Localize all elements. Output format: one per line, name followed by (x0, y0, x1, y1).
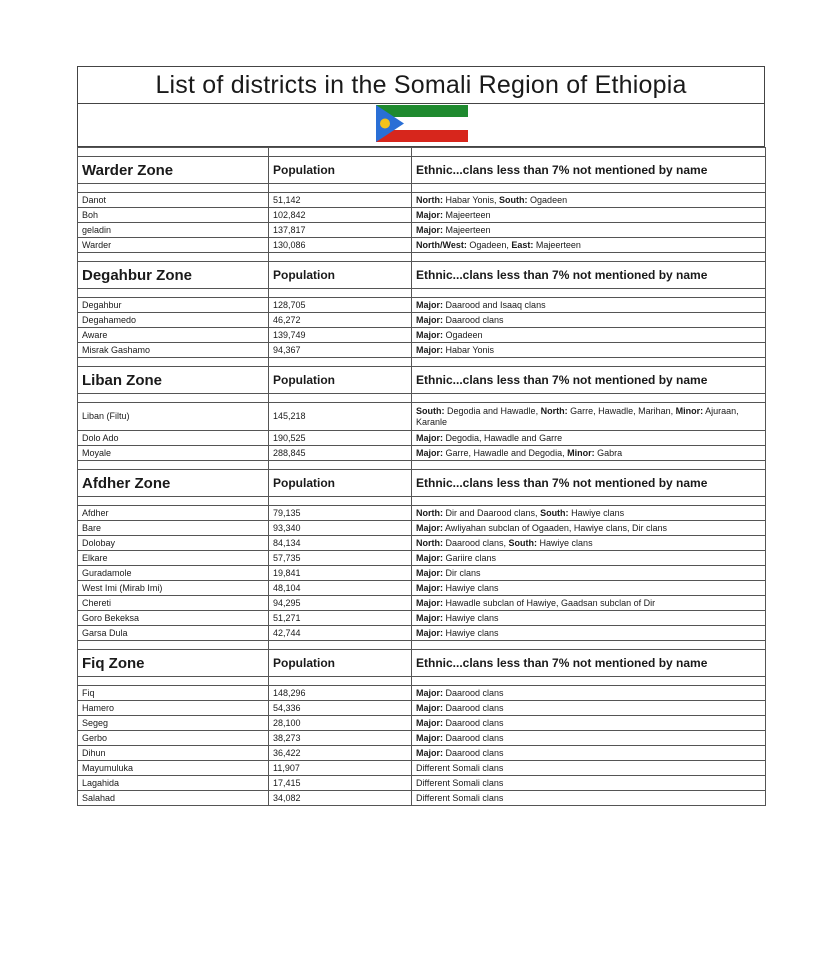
spacer-cell (412, 677, 766, 686)
zone-name: Degahbur Zone (78, 262, 269, 289)
district-name: Elkare (78, 551, 269, 566)
table-row (78, 551, 766, 566)
clan-text: Different Somali clans (416, 762, 504, 773)
spacer-cell (412, 461, 766, 470)
district-name: Dolobay (78, 536, 269, 551)
ethnic-clans (412, 761, 766, 776)
clan-label: North: (416, 194, 443, 205)
table-row (78, 626, 766, 641)
spacer-row (78, 677, 766, 686)
spacer-cell (269, 677, 412, 686)
ethnic-clans (412, 431, 766, 446)
clan-text: Dir and Daarood clans, (443, 507, 541, 518)
table-row (78, 431, 766, 446)
clan-text: Habar Yonis (443, 344, 495, 355)
population-value: 51,142 (269, 193, 412, 208)
clan-text: Hawiye clans (443, 627, 499, 638)
population-value: 145,218 (269, 403, 412, 431)
ethnic-clans (412, 343, 766, 358)
table-row (78, 611, 766, 626)
clan-text: Daarood clans (443, 314, 504, 325)
clan-text: Awliyahan subclan of Ogaaden, Hawiye clans, Dir clans (443, 522, 667, 533)
document (77, 66, 765, 806)
ethnic-clans (412, 731, 766, 746)
population-value: 17,415 (269, 776, 412, 791)
district-name: Segeg (78, 716, 269, 731)
spacer-cell (412, 289, 766, 298)
spacer-cell (78, 677, 269, 686)
spacer-cell (269, 289, 412, 298)
zone-header-row (78, 262, 766, 289)
table-row (78, 328, 766, 343)
ethnic-clans (412, 776, 766, 791)
ethnic-clans (412, 701, 766, 716)
ethnic-header: Ethnic...clans less than 7% not mentioned by name (412, 157, 766, 184)
clan-label: Major: (416, 732, 443, 743)
zone-name: Afdher Zone (78, 470, 269, 497)
table-row (78, 446, 766, 461)
clan-text: Daarood clans (443, 717, 504, 728)
population-value: 94,295 (269, 596, 412, 611)
spacer-cell (412, 253, 766, 262)
clan-text: Daarood and Isaaq clans (443, 299, 546, 310)
ethnic-header: Ethnic...clans less than 7% not mentioned by name (412, 650, 766, 677)
population-value: 34,082 (269, 791, 412, 806)
clan-text: Ogadeen (443, 329, 483, 340)
ethnic-clans (412, 298, 766, 313)
clan-label: Major: (416, 597, 443, 608)
table-row (78, 238, 766, 253)
clan-label: Major: (416, 209, 443, 220)
population-header: Population (269, 367, 412, 394)
spacer-row (78, 184, 766, 193)
clan-text: Gariire clans (443, 552, 497, 563)
population-value: 84,134 (269, 536, 412, 551)
table-row (78, 223, 766, 238)
clan-text: Majeerteen (443, 224, 491, 235)
ethnic-header: Ethnic...clans less than 7% not mentioned by name (412, 470, 766, 497)
clan-text: Daarood clans, (443, 537, 509, 548)
ethnic-clans (412, 536, 766, 551)
spacer-row (78, 461, 766, 470)
ethnic-clans (412, 506, 766, 521)
spacer-cell (412, 358, 766, 367)
table-row (78, 776, 766, 791)
clan-label: North/West: (416, 239, 467, 250)
table-row (78, 746, 766, 761)
ethnic-clans (412, 403, 766, 431)
ethnic-clans (412, 746, 766, 761)
clan-label: Major: (416, 314, 443, 325)
population-value: 48,104 (269, 581, 412, 596)
spacer-cell (78, 184, 269, 193)
ethnic-clans (412, 446, 766, 461)
clan-label: Major: (416, 299, 443, 310)
spacer-cell (78, 641, 269, 650)
population-value: 51,271 (269, 611, 412, 626)
district-name: Garsa Dula (78, 626, 269, 641)
population-value: 28,100 (269, 716, 412, 731)
population-header: Population (269, 650, 412, 677)
spacer-row (78, 497, 766, 506)
district-name: Dolo Ado (78, 431, 269, 446)
spacer-cell (78, 497, 269, 506)
zone-name: Liban Zone (78, 367, 269, 394)
spacer-cell (78, 253, 269, 262)
clan-text: Ogadeen (527, 194, 568, 205)
population-value: 54,336 (269, 701, 412, 716)
table-row (78, 506, 766, 521)
spacer-cell (412, 641, 766, 650)
spacer-cell (78, 148, 269, 157)
clan-label: East: (511, 239, 534, 250)
table-row (78, 193, 766, 208)
district-name: Dihun (78, 746, 269, 761)
ethnic-clans (412, 223, 766, 238)
district-name: Warder (78, 238, 269, 253)
table-row (78, 581, 766, 596)
ethnic-header: Ethnic...clans less than 7% not mentioned by name (412, 262, 766, 289)
table-row (78, 596, 766, 611)
clan-label: Major: (416, 717, 443, 728)
district-name: Aware (78, 328, 269, 343)
population-header: Population (269, 262, 412, 289)
population-value: 36,422 (269, 746, 412, 761)
population-header: Population (269, 157, 412, 184)
clan-text: Different Somali clans (416, 792, 504, 803)
population-value: 19,841 (269, 566, 412, 581)
district-name: Mayumuluka (78, 761, 269, 776)
district-name: Guradamole (78, 566, 269, 581)
district-name: Boh (78, 208, 269, 223)
spacer-cell (269, 394, 412, 403)
clan-label: Major: (416, 329, 443, 340)
ethnic-clans (412, 208, 766, 223)
clan-label: Major: (416, 447, 443, 458)
clan-label: Major: (416, 612, 443, 623)
clan-label: Major: (416, 552, 443, 563)
ethnic-clans (412, 596, 766, 611)
population-value: 102,842 (269, 208, 412, 223)
table-row (78, 536, 766, 551)
population-value: 57,735 (269, 551, 412, 566)
clan-text: Dir clans (443, 567, 481, 578)
spacer-cell (269, 184, 412, 193)
spacer-row (78, 253, 766, 262)
population-value: 128,705 (269, 298, 412, 313)
clan-label: South: (499, 194, 528, 205)
population-value: 42,744 (269, 626, 412, 641)
clan-label: Major: (416, 522, 443, 533)
zone-header-row (78, 157, 766, 184)
clan-text: Hawadle subclan of Hawiye, Gaadsan subclan of Dir (443, 597, 656, 608)
spacer-cell (78, 358, 269, 367)
district-name: Moyale (78, 446, 269, 461)
clan-label: Major: (416, 702, 443, 713)
clan-label: North: (416, 507, 443, 518)
clan-label: South: (508, 537, 538, 548)
zone-header-row (78, 470, 766, 497)
document-title: List of districts in the Somali Region of Ethiopia (77, 66, 765, 104)
clan-label: Major: (416, 747, 443, 758)
table-row (78, 761, 766, 776)
clan-label: Major: (416, 224, 443, 235)
table-row (78, 208, 766, 223)
spacer-cell (412, 394, 766, 403)
district-name: Lagahida (78, 776, 269, 791)
population-value: 93,340 (269, 521, 412, 536)
population-value: 190,525 (269, 431, 412, 446)
spacer-row (78, 358, 766, 367)
clan-label: Major: (416, 344, 443, 355)
district-name: Fiq (78, 686, 269, 701)
clan-label: South: (540, 507, 569, 518)
flag-row (77, 104, 765, 147)
population-value: 46,272 (269, 313, 412, 328)
ethnic-clans (412, 551, 766, 566)
district-name: Misrak Gashamo (78, 343, 269, 358)
population-value: 148,296 (269, 686, 412, 701)
ethnic-clans (412, 626, 766, 641)
population-header: Population (269, 470, 412, 497)
clan-text: Different Somali clans (416, 777, 504, 788)
table-row (78, 403, 766, 431)
spacer-cell (412, 497, 766, 506)
spacer-row (78, 148, 766, 157)
ethnic-clans (412, 566, 766, 581)
districts-table (77, 147, 766, 806)
spacer-cell (78, 461, 269, 470)
clan-text: Hawiye clans (537, 537, 593, 548)
table-row (78, 343, 766, 358)
district-name: Liban (Filtu) (78, 403, 269, 431)
clan-label: Major: (416, 687, 443, 698)
clan-label: North: (540, 405, 568, 416)
population-value: 288,845 (269, 446, 412, 461)
clan-text: Ajuraan, Karanle (416, 405, 739, 427)
clan-text: Degodia, Hawadle and Garre (443, 432, 563, 443)
spacer-cell (78, 394, 269, 403)
clan-text: Gabra (594, 447, 623, 458)
spacer-cell (269, 461, 412, 470)
population-value: 130,086 (269, 238, 412, 253)
clan-text: Majeerteen (443, 209, 491, 220)
district-name: Degahamedo (78, 313, 269, 328)
clan-text: Hawiye clans (568, 507, 625, 518)
clan-label: South: (416, 405, 445, 416)
spacer-cell (269, 148, 412, 157)
table-row (78, 701, 766, 716)
ethnic-clans (412, 686, 766, 701)
district-name: Afdher (78, 506, 269, 521)
district-name: geladin (78, 223, 269, 238)
ethnic-clans (412, 521, 766, 536)
table-row (78, 716, 766, 731)
clan-label: Major: (416, 582, 443, 593)
zone-name: Warder Zone (78, 157, 269, 184)
clan-text: Hawiye clans (443, 582, 499, 593)
somali-region-flag-icon (376, 104, 468, 144)
ethnic-clans (412, 238, 766, 253)
spacer-cell (412, 148, 766, 157)
spacer-row (78, 641, 766, 650)
clan-text: Ogadeen, (466, 239, 512, 250)
clan-text: Daarood clans (443, 747, 504, 758)
ethnic-clans (412, 328, 766, 343)
clan-text: Daarood clans (443, 702, 504, 713)
clan-text: Habar Yonis, (443, 194, 500, 205)
spacer-cell (269, 253, 412, 262)
district-name: Salahad (78, 791, 269, 806)
clan-text: Daarood clans (443, 687, 504, 698)
district-name: West Imi (Mirab Imi) (78, 581, 269, 596)
population-value: 11,907 (269, 761, 412, 776)
zone-header-row (78, 650, 766, 677)
clan-label: Major: (416, 432, 443, 443)
clan-text: Hawiye clans (443, 612, 499, 623)
clan-label: North: (416, 537, 443, 548)
district-name: Hamero (78, 701, 269, 716)
district-name: Goro Bekeksa (78, 611, 269, 626)
spacer-row (78, 289, 766, 298)
table-row (78, 313, 766, 328)
ethnic-clans (412, 716, 766, 731)
clan-text: Daarood clans (443, 732, 504, 743)
ethnic-clans (412, 611, 766, 626)
spacer-cell (412, 184, 766, 193)
zone-name: Fiq Zone (78, 650, 269, 677)
spacer-cell (269, 358, 412, 367)
zone-header-row (78, 367, 766, 394)
ethnic-clans (412, 193, 766, 208)
clan-text: Majeerteen (533, 239, 581, 250)
table-row (78, 686, 766, 701)
spacer-cell (269, 641, 412, 650)
ethnic-clans (412, 581, 766, 596)
clan-text: Garre, Hawadle, Marihan, (567, 405, 676, 416)
population-value: 139,749 (269, 328, 412, 343)
population-value: 137,817 (269, 223, 412, 238)
table-row (78, 298, 766, 313)
ethnic-clans (412, 313, 766, 328)
spacer-cell (269, 497, 412, 506)
population-value: 94,367 (269, 343, 412, 358)
clan-label: Minor: (567, 447, 595, 458)
spacer-cell (78, 289, 269, 298)
district-name: Gerbo (78, 731, 269, 746)
clan-text: Garre, Hawadle and Degodia, (443, 447, 568, 458)
ethnic-clans (412, 791, 766, 806)
ethnic-header: Ethnic...clans less than 7% not mentioned by name (412, 367, 766, 394)
clan-text: Degodia and Hawadle, (444, 405, 541, 416)
table-row (78, 521, 766, 536)
district-name: Degahbur (78, 298, 269, 313)
clan-label: Major: (416, 567, 443, 578)
district-name: Chereti (78, 596, 269, 611)
spacer-row (78, 394, 766, 403)
clan-label: Minor: (675, 405, 704, 416)
population-value: 79,135 (269, 506, 412, 521)
district-name: Danot (78, 193, 269, 208)
district-name: Bare (78, 521, 269, 536)
table-row (78, 566, 766, 581)
clan-label: Major: (416, 627, 443, 638)
table-row (78, 791, 766, 806)
table-row (78, 731, 766, 746)
population-value: 38,273 (269, 731, 412, 746)
